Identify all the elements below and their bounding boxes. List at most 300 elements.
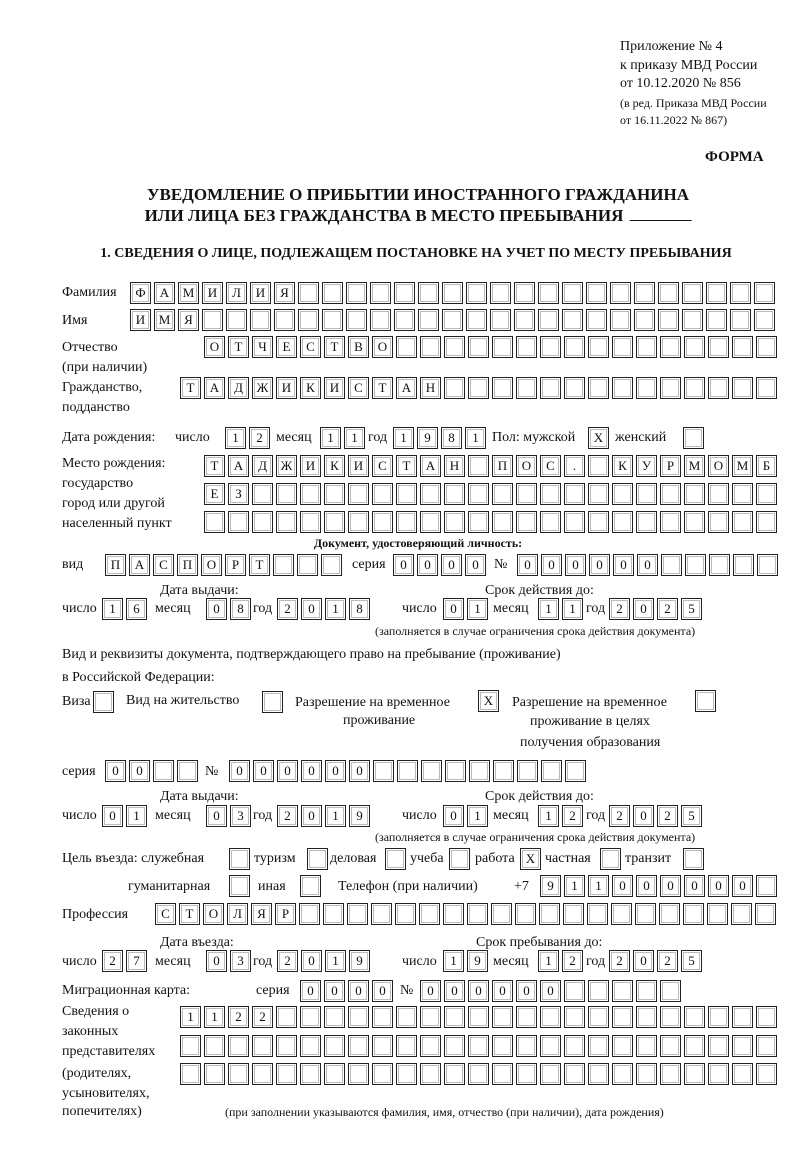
char-cell[interactable]	[635, 903, 656, 925]
char-cell[interactable]: 0	[516, 980, 537, 1002]
doc-type-field[interactable]	[105, 554, 342, 576]
char-cell[interactable]: 0	[206, 805, 227, 827]
char-cell[interactable]	[660, 1006, 681, 1028]
char-cell[interactable]	[418, 282, 439, 304]
char-cell[interactable]: 0	[372, 980, 393, 1002]
char-cell[interactable]	[252, 1035, 273, 1057]
char-cell[interactable]	[636, 483, 657, 505]
char-cell[interactable]: К	[324, 455, 345, 477]
char-cell[interactable]: 2	[228, 1006, 249, 1028]
char-cell[interactable]	[636, 1063, 657, 1085]
doc-valid-year-field[interactable]	[609, 598, 702, 620]
migration-series-field[interactable]	[300, 980, 393, 1002]
doc-number-field[interactable]	[517, 554, 778, 576]
char-cell[interactable]	[348, 483, 369, 505]
residence-permit-checkbox[interactable]	[262, 691, 283, 713]
char-cell[interactable]	[307, 848, 328, 870]
char-cell[interactable]	[565, 760, 586, 782]
char-cell[interactable]: 0	[633, 950, 654, 972]
purpose-work-checkbox[interactable]	[520, 848, 541, 870]
char-cell[interactable]	[396, 1035, 417, 1057]
char-cell[interactable]	[660, 1035, 681, 1057]
char-cell[interactable]: 8	[349, 598, 370, 620]
char-cell[interactable]	[541, 760, 562, 782]
char-cell[interactable]	[324, 1063, 345, 1085]
char-cell[interactable]: 0	[443, 598, 464, 620]
char-cell[interactable]	[323, 903, 344, 925]
stay-issue-day-field[interactable]	[102, 805, 147, 827]
char-cell[interactable]	[300, 511, 321, 533]
char-cell[interactable]	[468, 336, 489, 358]
char-cell[interactable]: Р	[225, 554, 246, 576]
stay-valid-day-field[interactable]	[443, 805, 488, 827]
char-cell[interactable]	[634, 282, 655, 304]
char-cell[interactable]: 0	[465, 554, 486, 576]
char-cell[interactable]	[685, 554, 706, 576]
char-cell[interactable]: 1	[225, 427, 246, 449]
char-cell[interactable]	[444, 511, 465, 533]
char-cell[interactable]	[397, 760, 418, 782]
char-cell[interactable]	[347, 903, 368, 925]
char-cell[interactable]: 2	[657, 950, 678, 972]
char-cell[interactable]: С	[348, 377, 369, 399]
char-cell[interactable]: Ж	[252, 377, 273, 399]
birthplace-field-line2[interactable]	[204, 483, 777, 505]
char-cell[interactable]	[492, 511, 513, 533]
purpose-transit-checkbox[interactable]	[683, 848, 704, 870]
char-cell[interactable]	[153, 760, 174, 782]
char-cell[interactable]: 0	[301, 805, 322, 827]
char-cell[interactable]	[250, 309, 271, 331]
char-cell[interactable]	[420, 511, 441, 533]
char-cell[interactable]: 0	[612, 875, 633, 897]
char-cell[interactable]	[756, 377, 777, 399]
char-cell[interactable]: 1	[538, 805, 559, 827]
char-cell[interactable]: 9	[349, 950, 370, 972]
char-cell[interactable]: 0	[540, 980, 561, 1002]
char-cell[interactable]	[588, 511, 609, 533]
char-cell[interactable]	[370, 309, 391, 331]
char-cell[interactable]: 5	[681, 805, 702, 827]
purpose-business-checkbox[interactable]	[385, 848, 406, 870]
char-cell[interactable]	[490, 309, 511, 331]
char-cell[interactable]	[540, 1035, 561, 1057]
char-cell[interactable]	[516, 1063, 537, 1085]
char-cell[interactable]	[443, 903, 464, 925]
char-cell[interactable]: 1	[393, 427, 414, 449]
char-cell[interactable]: 1	[538, 950, 559, 972]
char-cell[interactable]: 0	[129, 760, 150, 782]
char-cell[interactable]: Т	[180, 377, 201, 399]
char-cell[interactable]: П	[177, 554, 198, 576]
char-cell[interactable]	[444, 1006, 465, 1028]
female-checkbox[interactable]	[683, 427, 704, 449]
char-cell[interactable]	[467, 903, 488, 925]
char-cell[interactable]	[226, 309, 247, 331]
char-cell[interactable]	[324, 511, 345, 533]
char-cell[interactable]: 0	[301, 760, 322, 782]
char-cell[interactable]	[684, 336, 705, 358]
char-cell[interactable]: 2	[657, 805, 678, 827]
char-cell[interactable]	[93, 691, 114, 713]
char-cell[interactable]: 1	[465, 427, 486, 449]
char-cell[interactable]	[421, 760, 442, 782]
char-cell[interactable]: Т	[204, 455, 225, 477]
char-cell[interactable]	[684, 1063, 705, 1085]
char-cell[interactable]	[732, 1006, 753, 1028]
char-cell[interactable]	[324, 1006, 345, 1028]
char-cell[interactable]	[298, 309, 319, 331]
char-cell[interactable]	[396, 483, 417, 505]
char-cell[interactable]	[732, 377, 753, 399]
char-cell[interactable]: 0	[637, 554, 658, 576]
char-cell[interactable]	[540, 1063, 561, 1085]
char-cell[interactable]: А	[129, 554, 150, 576]
char-cell[interactable]: Ф	[130, 282, 151, 304]
entry-day-field[interactable]	[102, 950, 147, 972]
char-cell[interactable]	[385, 848, 406, 870]
char-cell[interactable]	[516, 1006, 537, 1028]
char-cell[interactable]: О	[372, 336, 393, 358]
char-cell[interactable]	[564, 980, 585, 1002]
char-cell[interactable]	[730, 309, 751, 331]
char-cell[interactable]: М	[684, 455, 705, 477]
char-cell[interactable]	[516, 483, 537, 505]
char-cell[interactable]	[708, 1063, 729, 1085]
char-cell[interactable]	[588, 483, 609, 505]
char-cell[interactable]	[708, 1035, 729, 1057]
char-cell[interactable]	[516, 336, 537, 358]
char-cell[interactable]	[229, 875, 250, 897]
char-cell[interactable]: 1	[325, 805, 346, 827]
char-cell[interactable]	[540, 377, 561, 399]
char-cell[interactable]: 0	[253, 760, 274, 782]
char-cell[interactable]: 1	[325, 598, 346, 620]
char-cell[interactable]: 2	[277, 805, 298, 827]
char-cell[interactable]: К	[300, 377, 321, 399]
name-field[interactable]	[130, 309, 775, 331]
char-cell[interactable]	[468, 455, 489, 477]
char-cell[interactable]	[660, 336, 681, 358]
char-cell[interactable]	[612, 1063, 633, 1085]
char-cell[interactable]	[587, 903, 608, 925]
char-cell[interactable]	[612, 1035, 633, 1057]
char-cell[interactable]	[588, 377, 609, 399]
char-cell[interactable]	[706, 309, 727, 331]
char-cell[interactable]	[491, 903, 512, 925]
char-cell[interactable]	[466, 309, 487, 331]
char-cell[interactable]	[180, 1035, 201, 1057]
char-cell[interactable]	[732, 511, 753, 533]
char-cell[interactable]	[684, 483, 705, 505]
char-cell[interactable]	[276, 1006, 297, 1028]
char-cell[interactable]	[468, 511, 489, 533]
char-cell[interactable]: И	[250, 282, 271, 304]
char-cell[interactable]	[228, 1063, 249, 1085]
char-cell[interactable]	[706, 282, 727, 304]
char-cell[interactable]	[517, 760, 538, 782]
stay-series-field[interactable]	[105, 760, 198, 782]
entry-month-field[interactable]	[206, 950, 251, 972]
char-cell[interactable]: С	[540, 455, 561, 477]
char-cell[interactable]	[564, 1035, 585, 1057]
char-cell[interactable]: А	[420, 455, 441, 477]
char-cell[interactable]	[420, 1035, 441, 1057]
purpose-study-checkbox[interactable]	[449, 848, 470, 870]
char-cell[interactable]: 1	[443, 950, 464, 972]
char-cell[interactable]	[300, 875, 321, 897]
char-cell[interactable]	[732, 336, 753, 358]
doc-valid-day-field[interactable]	[443, 598, 488, 620]
char-cell[interactable]: 2	[657, 598, 678, 620]
char-cell[interactable]	[276, 483, 297, 505]
char-cell[interactable]	[514, 282, 535, 304]
char-cell[interactable]	[228, 511, 249, 533]
char-cell[interactable]	[321, 554, 342, 576]
char-cell[interactable]: 0	[105, 760, 126, 782]
char-cell[interactable]	[419, 903, 440, 925]
char-cell[interactable]: 1	[126, 805, 147, 827]
char-cell[interactable]: Я	[178, 309, 199, 331]
doc-series-field[interactable]	[393, 554, 486, 576]
char-cell[interactable]: Я	[251, 903, 272, 925]
char-cell[interactable]: 5	[681, 950, 702, 972]
char-cell[interactable]	[588, 1006, 609, 1028]
purpose-humanitarian-checkbox[interactable]	[229, 875, 250, 897]
char-cell[interactable]: 1	[325, 950, 346, 972]
char-cell[interactable]	[300, 483, 321, 505]
char-cell[interactable]	[322, 282, 343, 304]
char-cell[interactable]	[372, 1063, 393, 1085]
purpose-other-checkbox[interactable]	[300, 875, 321, 897]
char-cell[interactable]	[394, 309, 415, 331]
char-cell[interactable]: 1	[204, 1006, 225, 1028]
char-cell[interactable]	[756, 336, 777, 358]
char-cell[interactable]: Л	[226, 282, 247, 304]
char-cell[interactable]: О	[708, 455, 729, 477]
char-cell[interactable]: Н	[444, 455, 465, 477]
char-cell[interactable]	[755, 903, 776, 925]
char-cell[interactable]	[658, 282, 679, 304]
char-cell[interactable]: 0	[301, 598, 322, 620]
char-cell[interactable]	[276, 511, 297, 533]
char-cell[interactable]	[756, 875, 777, 897]
char-cell[interactable]: Р	[660, 455, 681, 477]
char-cell[interactable]	[444, 1063, 465, 1085]
char-cell[interactable]	[371, 903, 392, 925]
char-cell[interactable]	[492, 377, 513, 399]
char-cell[interactable]: Т	[396, 455, 417, 477]
char-cell[interactable]	[466, 282, 487, 304]
char-cell[interactable]	[636, 511, 657, 533]
char-cell[interactable]: Ч	[252, 336, 273, 358]
char-cell[interactable]: Т	[228, 336, 249, 358]
char-cell[interactable]	[395, 903, 416, 925]
char-cell[interactable]: Е	[204, 483, 225, 505]
char-cell[interactable]	[754, 282, 775, 304]
char-cell[interactable]	[732, 483, 753, 505]
char-cell[interactable]: 9	[540, 875, 561, 897]
char-cell[interactable]	[588, 980, 609, 1002]
char-cell[interactable]	[756, 1035, 777, 1057]
char-cell[interactable]: 9	[467, 950, 488, 972]
char-cell[interactable]	[468, 1035, 489, 1057]
char-cell[interactable]: П	[105, 554, 126, 576]
char-cell[interactable]	[297, 554, 318, 576]
char-cell[interactable]	[468, 483, 489, 505]
char-cell[interactable]	[636, 980, 657, 1002]
char-cell[interactable]	[516, 511, 537, 533]
char-cell[interactable]	[636, 1006, 657, 1028]
char-cell[interactable]: 0	[277, 760, 298, 782]
char-cell[interactable]	[660, 377, 681, 399]
char-cell[interactable]: 8	[441, 427, 462, 449]
char-cell[interactable]	[490, 282, 511, 304]
char-cell[interactable]: 0	[589, 554, 610, 576]
char-cell[interactable]: М	[178, 282, 199, 304]
char-cell[interactable]: 0	[393, 554, 414, 576]
char-cell[interactable]	[731, 903, 752, 925]
char-cell[interactable]	[515, 903, 536, 925]
trp-checkbox[interactable]	[478, 690, 499, 712]
char-cell[interactable]	[418, 309, 439, 331]
char-cell[interactable]	[707, 903, 728, 925]
birthplace-field-line3[interactable]	[204, 511, 777, 533]
char-cell[interactable]: .	[564, 455, 585, 477]
char-cell[interactable]	[708, 336, 729, 358]
char-cell[interactable]: С	[153, 554, 174, 576]
char-cell[interactable]	[514, 309, 535, 331]
char-cell[interactable]	[563, 903, 584, 925]
char-cell[interactable]: 2	[252, 1006, 273, 1028]
char-cell[interactable]	[588, 455, 609, 477]
char-cell[interactable]: 0	[349, 760, 370, 782]
char-cell[interactable]: Т	[179, 903, 200, 925]
char-cell[interactable]	[276, 1063, 297, 1085]
char-cell[interactable]: М	[154, 309, 175, 331]
char-cell[interactable]: В	[348, 336, 369, 358]
char-cell[interactable]	[636, 1035, 657, 1057]
char-cell[interactable]	[516, 1035, 537, 1057]
char-cell[interactable]	[228, 1035, 249, 1057]
char-cell[interactable]	[683, 848, 704, 870]
char-cell[interactable]: И	[348, 455, 369, 477]
char-cell[interactable]: А	[154, 282, 175, 304]
char-cell[interactable]	[396, 336, 417, 358]
char-cell[interactable]: 0	[324, 980, 345, 1002]
char-cell[interactable]: И	[324, 377, 345, 399]
char-cell[interactable]: 0	[417, 554, 438, 576]
char-cell[interactable]: 0	[660, 875, 681, 897]
char-cell[interactable]: 0	[708, 875, 729, 897]
char-cell[interactable]	[445, 760, 466, 782]
surname-field[interactable]	[130, 282, 775, 304]
char-cell[interactable]	[204, 1063, 225, 1085]
char-cell[interactable]	[756, 483, 777, 505]
char-cell[interactable]	[733, 554, 754, 576]
char-cell[interactable]	[252, 1063, 273, 1085]
char-cell[interactable]: Б	[756, 455, 777, 477]
char-cell[interactable]: С	[372, 455, 393, 477]
char-cell[interactable]: 6	[126, 598, 147, 620]
stay-valid-month-field[interactable]	[538, 805, 583, 827]
char-cell[interactable]	[540, 511, 561, 533]
char-cell[interactable]: 0	[443, 805, 464, 827]
char-cell[interactable]	[469, 760, 490, 782]
char-cell[interactable]: М	[732, 455, 753, 477]
char-cell[interactable]	[564, 483, 585, 505]
char-cell[interactable]	[586, 282, 607, 304]
char-cell[interactable]	[564, 511, 585, 533]
trp-edu-checkbox[interactable]	[695, 690, 716, 712]
char-cell[interactable]: А	[228, 455, 249, 477]
char-cell[interactable]: И	[300, 455, 321, 477]
char-cell[interactable]	[420, 483, 441, 505]
purpose-private-checkbox[interactable]	[600, 848, 621, 870]
profession-field[interactable]	[155, 903, 776, 925]
char-cell[interactable]	[348, 511, 369, 533]
char-cell[interactable]	[661, 554, 682, 576]
char-cell[interactable]: 1	[467, 598, 488, 620]
char-cell[interactable]	[298, 282, 319, 304]
char-cell[interactable]	[420, 1006, 441, 1028]
char-cell[interactable]: У	[636, 455, 657, 477]
migration-number-field[interactable]	[420, 980, 681, 1002]
char-cell[interactable]	[600, 848, 621, 870]
char-cell[interactable]	[538, 282, 559, 304]
char-cell[interactable]	[372, 1035, 393, 1057]
stay-year-field[interactable]	[609, 950, 702, 972]
char-cell[interactable]: 0	[684, 875, 705, 897]
char-cell[interactable]: О	[201, 554, 222, 576]
char-cell[interactable]: X	[588, 427, 609, 449]
char-cell[interactable]: 0	[468, 980, 489, 1002]
char-cell[interactable]: Р	[275, 903, 296, 925]
char-cell[interactable]	[586, 309, 607, 331]
char-cell[interactable]	[444, 377, 465, 399]
char-cell[interactable]	[420, 1063, 441, 1085]
char-cell[interactable]	[540, 483, 561, 505]
place-blank-line[interactable]	[629, 220, 691, 221]
char-cell[interactable]	[682, 309, 703, 331]
char-cell[interactable]	[492, 336, 513, 358]
char-cell[interactable]	[659, 903, 680, 925]
char-cell[interactable]	[610, 309, 631, 331]
char-cell[interactable]	[588, 336, 609, 358]
char-cell[interactable]: 0	[517, 554, 538, 576]
char-cell[interactable]	[348, 1063, 369, 1085]
char-cell[interactable]	[683, 427, 704, 449]
stay-day-field[interactable]	[443, 950, 488, 972]
char-cell[interactable]	[348, 1006, 369, 1028]
char-cell[interactable]: Д	[228, 377, 249, 399]
char-cell[interactable]	[658, 309, 679, 331]
char-cell[interactable]: 0	[732, 875, 753, 897]
char-cell[interactable]	[322, 309, 343, 331]
entry-year-field[interactable]	[277, 950, 370, 972]
char-cell[interactable]	[709, 554, 730, 576]
char-cell[interactable]: 0	[633, 805, 654, 827]
char-cell[interactable]	[611, 903, 632, 925]
char-cell[interactable]: 2	[277, 950, 298, 972]
char-cell[interactable]	[612, 980, 633, 1002]
char-cell[interactable]: Л	[227, 903, 248, 925]
char-cell[interactable]	[492, 1035, 513, 1057]
char-cell[interactable]	[373, 760, 394, 782]
char-cell[interactable]	[492, 483, 513, 505]
char-cell[interactable]	[396, 1063, 417, 1085]
birth-month-field[interactable]	[320, 427, 365, 449]
